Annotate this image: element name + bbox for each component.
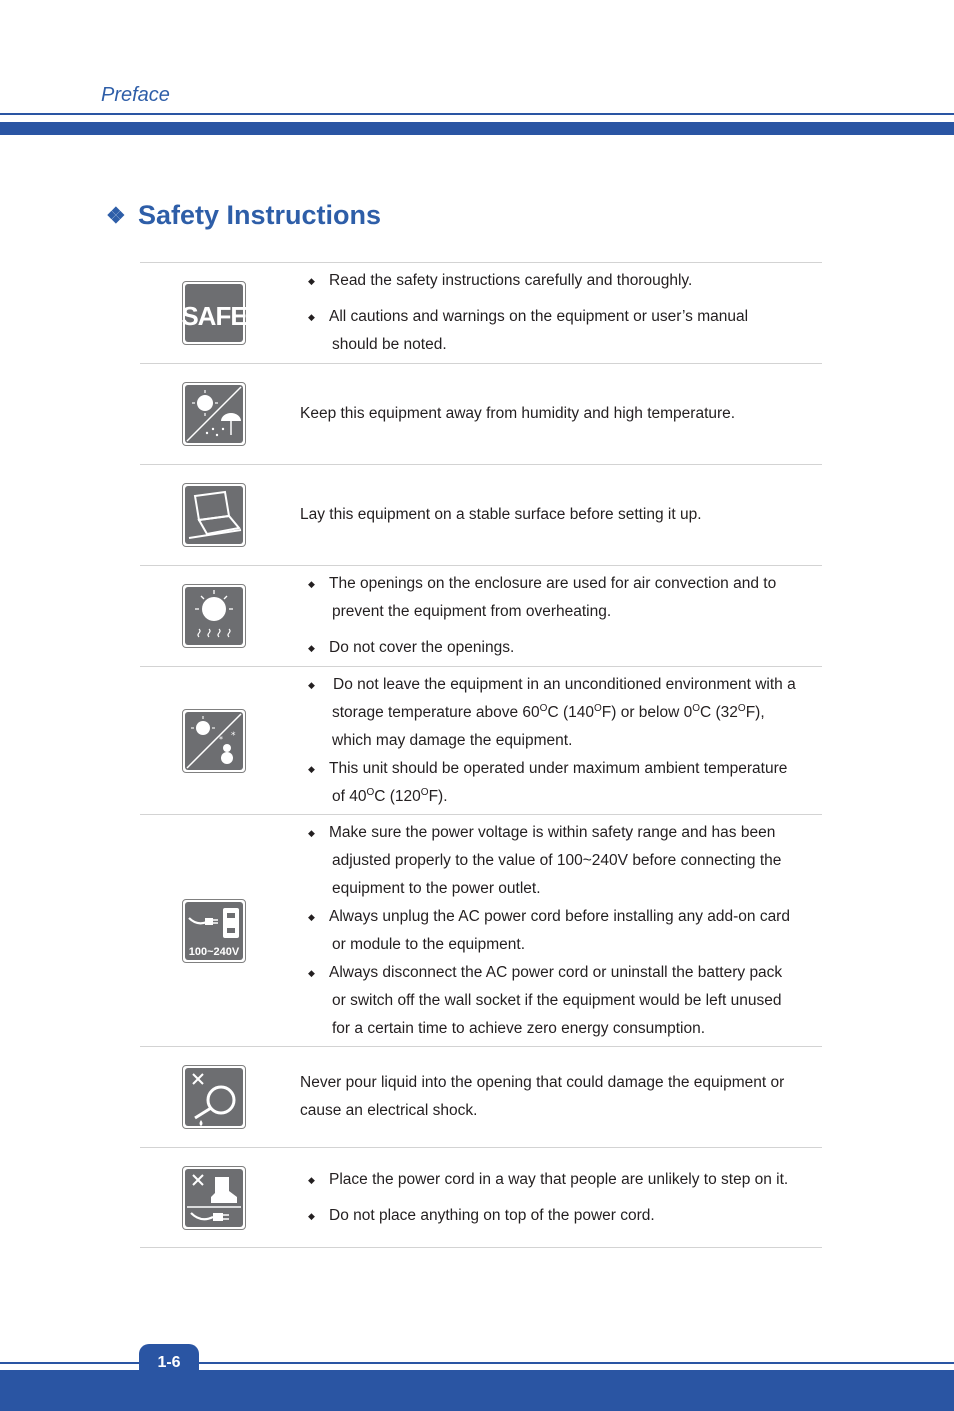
list-item: ◆ The openings on the enclosure are used for air convection and to prevent the equipment from overheating. (308, 575, 777, 620)
row-text (300, 570, 814, 662)
header-band (0, 122, 954, 135)
ventilation-heat-icon (182, 584, 246, 648)
list-item: ◆ Always disconnect the AC power cord or uninstall the battery pack or switch off the wall socket if the equipment would be left unused for a certain time to achieve zero energy consumption. (308, 963, 783, 1037)
row-text (300, 671, 814, 811)
header-title: Preface (101, 84, 170, 106)
svg-text:SAFE: SAFE (181, 301, 247, 331)
table-row (140, 666, 822, 814)
header-rule (0, 113, 954, 115)
list-item: ◆ Do not leave the equipment in an unconditioned environment with a storage temperature above $60^OC$ $(140^OF)$ or below $0^OC$ $(32^OF)$, which may damage the equipment. (308, 675, 796, 749)
humidity-temperature-icon (182, 382, 246, 446)
row-text (300, 1166, 814, 1230)
list-item: ◆ This unit should be operated under maximum ambient temperature of $40^OC$ $(120^OF)$. (308, 759, 788, 805)
table-row (140, 814, 822, 1046)
list-item: ◆ Do not place anything on top of the power cord. (308, 1206, 655, 1224)
svg-text:*: * (231, 730, 236, 741)
temperature-range-icon (182, 709, 246, 773)
power-voltage-icon (182, 899, 246, 963)
row-text: Keep this equipment away from humidity and high temperature. (300, 405, 736, 422)
table-row (140, 565, 822, 666)
table-row (140, 1046, 822, 1147)
safety-table (140, 262, 822, 1248)
list-item: ◆ Place the power cord in a way that people are unlikely to step on it. (308, 1170, 789, 1188)
list-item: ◆ Always unplug the AC power cord before installing any add-on card or module to the equipment. (308, 907, 790, 953)
safe-icon (182, 281, 246, 345)
row-text (300, 819, 814, 1043)
list-item: ◆ Read the safety instructions carefully and thoroughly. (308, 272, 693, 289)
no-liquid-icon (182, 1065, 246, 1129)
svg-text:*: * (219, 734, 223, 744)
section-title: Safety Instructions (138, 200, 382, 230)
power-cord-step-icon (182, 1166, 246, 1230)
list-item: ◆ Make sure the power voltage is within safety range and has been adjusted properly to the value of 100~240V before connecting the equipment to the power outlet. (308, 823, 782, 897)
list-item: ◆ Do not cover the openings. (308, 639, 515, 656)
list-item: ◆ All cautions and warnings on the equipment or user’s manual should be noted. (308, 308, 749, 353)
table-row (140, 363, 822, 464)
stable-surface-laptop-icon (182, 483, 246, 547)
diamond-bullet-icon: ❖ (106, 202, 126, 228)
row-text: Never pour liquid into the opening that could damage the equipment or cause an electrical shock. (300, 1074, 785, 1119)
table-row (140, 1147, 822, 1248)
section-heading (106, 200, 381, 231)
row-text: Lay this equipment on a stable surface before setting it up. (300, 506, 702, 523)
voltage-label: 100~240V (188, 945, 240, 958)
table-row (140, 262, 822, 363)
page-number: 1-6 (139, 1344, 199, 1384)
table-row (140, 464, 822, 565)
row-text (300, 267, 814, 359)
